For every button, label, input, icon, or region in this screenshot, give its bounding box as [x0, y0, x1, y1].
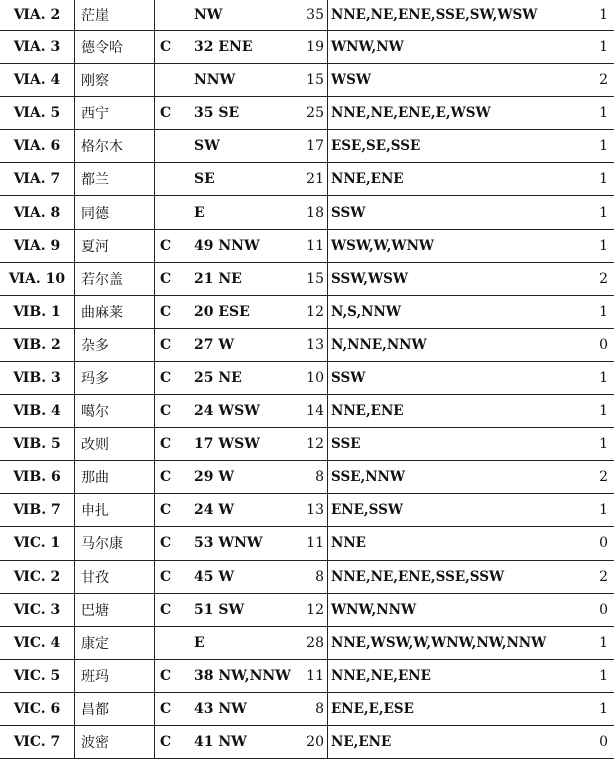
- secondary-directions: NNE,ENE: [328, 163, 582, 196]
- table-row: [0, 692, 614, 725]
- table-row: [0, 395, 614, 428]
- zone-code: ⅥC. 5: [0, 659, 75, 692]
- secondary-directions: SSW: [328, 361, 582, 394]
- calm-prefix: C: [160, 667, 172, 684]
- table-row: [0, 725, 614, 758]
- prevailing-direction: [155, 163, 291, 196]
- frequency-value: 15: [290, 262, 328, 295]
- count-value: 1: [581, 626, 614, 659]
- frequency-value: 21: [290, 163, 328, 196]
- prevailing-direction: [155, 262, 291, 295]
- calm-prefix: C: [160, 700, 172, 717]
- zone-code: ⅥA. 8: [0, 196, 75, 229]
- table-row: [0, 262, 614, 295]
- count-value: 1: [581, 494, 614, 527]
- secondary-directions: NE,ENE: [328, 725, 582, 758]
- prevailing-direction: [155, 725, 291, 758]
- prevailing-direction: [155, 328, 291, 361]
- table-row: [0, 196, 614, 229]
- station-name: 康定: [75, 626, 155, 659]
- secondary-directions: ENE,SSW: [328, 494, 582, 527]
- frequency-value: 17: [290, 130, 328, 163]
- calm-prefix: C: [160, 369, 172, 386]
- station-name: 杂多: [75, 328, 155, 361]
- count-value: 1: [581, 97, 614, 130]
- secondary-directions: SSE: [328, 428, 582, 461]
- frequency-value: 13: [290, 494, 328, 527]
- station-name: 茫崖: [75, 0, 155, 31]
- count-value: 1: [581, 295, 614, 328]
- station-name: 班玛: [75, 659, 155, 692]
- frequency-value: 25: [290, 97, 328, 130]
- count-value: 0: [581, 527, 614, 560]
- prevailing-direction: [155, 659, 291, 692]
- zone-code: ⅥC. 1: [0, 527, 75, 560]
- station-name: 同德: [75, 196, 155, 229]
- direction-value: 32 ENE: [194, 39, 253, 56]
- station-name: 西宁: [75, 97, 155, 130]
- station-name: 德令哈: [75, 31, 155, 64]
- prevailing-direction: [155, 560, 291, 593]
- frequency-value: 10: [290, 361, 328, 394]
- zone-code: ⅥB. 4: [0, 395, 75, 428]
- prevailing-direction: [155, 64, 291, 97]
- station-name: 马尔康: [75, 527, 155, 560]
- table-row: [0, 527, 614, 560]
- zone-code: ⅥB. 1: [0, 295, 75, 328]
- station-name: 波密: [75, 725, 155, 758]
- count-value: 0: [581, 593, 614, 626]
- table-row: [0, 659, 614, 692]
- calm-prefix: C: [160, 469, 172, 486]
- table-row: [0, 328, 614, 361]
- direction-value: 45 W: [194, 568, 235, 585]
- zone-code: ⅥC. 2: [0, 560, 75, 593]
- prevailing-direction: [155, 395, 291, 428]
- direction-value: E: [194, 204, 205, 221]
- frequency-value: 8: [290, 461, 328, 494]
- prevailing-direction: [155, 0, 291, 31]
- zone-code: ⅥA. 7: [0, 163, 75, 196]
- direction-value: 53 WNW: [194, 535, 263, 552]
- direction-value: 35 SE: [194, 105, 240, 122]
- station-name: 改则: [75, 428, 155, 461]
- frequency-value: 12: [290, 295, 328, 328]
- zone-code: ⅥB. 2: [0, 328, 75, 361]
- prevailing-direction: [155, 461, 291, 494]
- zone-code: ⅥB. 3: [0, 361, 75, 394]
- prevailing-direction: [155, 229, 291, 262]
- direction-value: 38 NW,NNW: [194, 667, 291, 684]
- table-row: [0, 97, 614, 130]
- frequency-value: 11: [290, 527, 328, 560]
- zone-code: ⅥA. 5: [0, 97, 75, 130]
- calm-prefix: C: [160, 270, 172, 287]
- count-value: 2: [581, 64, 614, 97]
- calm-prefix: C: [160, 436, 172, 453]
- direction-value: NNW: [194, 72, 236, 89]
- prevailing-direction: [155, 31, 291, 64]
- calm-prefix: C: [160, 403, 172, 420]
- direction-value: E: [194, 634, 205, 651]
- count-value: 1: [581, 196, 614, 229]
- table-row: [0, 229, 614, 262]
- direction-value: 43 NW: [194, 700, 247, 717]
- calm-prefix: C: [160, 502, 172, 519]
- calm-prefix: C: [160, 303, 172, 320]
- frequency-value: 18: [290, 196, 328, 229]
- table-row: [0, 0, 614, 31]
- direction-value: SE: [194, 171, 215, 188]
- prevailing-direction: [155, 626, 291, 659]
- table-row: [0, 560, 614, 593]
- secondary-directions: WSW: [328, 64, 582, 97]
- secondary-directions: ESE,SE,SSE: [328, 130, 582, 163]
- frequency-value: 28: [290, 626, 328, 659]
- table-row: [0, 428, 614, 461]
- station-name: 都兰: [75, 163, 155, 196]
- secondary-directions: WNW,NW: [328, 31, 582, 64]
- secondary-directions: NNE,NE,ENE,SSE,SW,WSW: [328, 0, 582, 31]
- zone-code: ⅥB. 7: [0, 494, 75, 527]
- secondary-directions: NNE,NE,ENE,E,WSW: [328, 97, 582, 130]
- station-name: 巴塘: [75, 593, 155, 626]
- zone-code: ⅥA. 3: [0, 31, 75, 64]
- frequency-value: 12: [290, 428, 328, 461]
- frequency-value: 8: [290, 692, 328, 725]
- count-value: 2: [581, 262, 614, 295]
- direction-value: SW: [194, 138, 220, 155]
- direction-value: 24 W: [194, 502, 235, 519]
- calm-prefix: C: [160, 535, 172, 552]
- table-row: [0, 593, 614, 626]
- count-value: 2: [581, 560, 614, 593]
- station-name: 曲麻莱: [75, 295, 155, 328]
- count-value: 1: [581, 361, 614, 394]
- table-row: [0, 361, 614, 394]
- prevailing-direction: [155, 97, 291, 130]
- secondary-directions: NNE,NE,ENE,SSE,SSW: [328, 560, 582, 593]
- frequency-value: 19: [290, 31, 328, 64]
- direction-value: 25 NE: [194, 369, 242, 386]
- station-name: 玛多: [75, 361, 155, 394]
- station-name: 那曲: [75, 461, 155, 494]
- zone-code: ⅥA. 4: [0, 64, 75, 97]
- direction-value: NW: [194, 7, 223, 23]
- direction-value: 51 SW: [194, 601, 245, 618]
- secondary-directions: NNE,NE,ENE: [328, 659, 582, 692]
- secondary-directions: NNE,WSW,W,WNW,NW,NNW: [328, 626, 582, 659]
- table-row: [0, 461, 614, 494]
- prevailing-direction: [155, 295, 291, 328]
- table-row: [0, 494, 614, 527]
- station-name: 申扎: [75, 494, 155, 527]
- prevailing-direction: [155, 494, 291, 527]
- count-value: 1: [581, 0, 614, 31]
- frequency-value: 20: [290, 725, 328, 758]
- count-value: 1: [581, 229, 614, 262]
- count-value: 0: [581, 725, 614, 758]
- table-row: [0, 295, 614, 328]
- secondary-directions: NNE,ENE: [328, 395, 582, 428]
- zone-code: ⅥC. 4: [0, 626, 75, 659]
- station-name: 甘孜: [75, 560, 155, 593]
- prevailing-direction: [155, 196, 291, 229]
- station-name: 昌都: [75, 692, 155, 725]
- zone-code: ⅥA. 10: [0, 262, 75, 295]
- station-name: 刚察: [75, 64, 155, 97]
- count-value: 1: [581, 130, 614, 163]
- zone-code: ⅥA. 2: [0, 0, 75, 31]
- count-value: 1: [581, 163, 614, 196]
- direction-value: 24 WSW: [194, 403, 260, 420]
- frequency-value: 8: [290, 560, 328, 593]
- table-row: [0, 626, 614, 659]
- frequency-value: 11: [290, 229, 328, 262]
- frequency-value: 15: [290, 64, 328, 97]
- prevailing-direction: [155, 692, 291, 725]
- calm-prefix: C: [160, 336, 172, 353]
- station-name: 夏河: [75, 229, 155, 262]
- count-value: 1: [581, 395, 614, 428]
- frequency-value: 35: [290, 0, 328, 31]
- zone-code: ⅥB. 6: [0, 461, 75, 494]
- station-name: 若尔盖: [75, 262, 155, 295]
- frequency-value: 11: [290, 659, 328, 692]
- table-row: [0, 64, 614, 97]
- prevailing-direction: [155, 593, 291, 626]
- station-name: 格尔木: [75, 130, 155, 163]
- zone-code: ⅥB. 5: [0, 428, 75, 461]
- table-row: [0, 163, 614, 196]
- secondary-directions: SSW,WSW: [328, 262, 582, 295]
- secondary-directions: N,S,NNW: [328, 295, 582, 328]
- zone-code: ⅥA. 9: [0, 229, 75, 262]
- secondary-directions: WNW,NNW: [328, 593, 582, 626]
- secondary-directions: WSW,W,WNW: [328, 229, 582, 262]
- frequency-value: 14: [290, 395, 328, 428]
- direction-value: 27 W: [194, 336, 235, 353]
- direction-value: 21 NE: [194, 270, 242, 287]
- calm-prefix: C: [160, 105, 172, 122]
- table-row: [0, 130, 614, 163]
- calm-prefix: C: [160, 568, 172, 585]
- secondary-directions: NNE: [328, 527, 582, 560]
- count-value: 0: [581, 328, 614, 361]
- zone-code: ⅥC. 6: [0, 692, 75, 725]
- prevailing-direction: [155, 527, 291, 560]
- direction-value: 20 ESE: [194, 303, 250, 320]
- calm-prefix: C: [160, 39, 172, 56]
- frequency-value: 12: [290, 593, 328, 626]
- zone-code: ⅥA. 6: [0, 130, 75, 163]
- count-value: 2: [581, 461, 614, 494]
- calm-prefix: C: [160, 601, 172, 618]
- count-value: 1: [581, 659, 614, 692]
- direction-value: 41 NW: [194, 734, 247, 751]
- prevailing-direction: [155, 361, 291, 394]
- zone-code: ⅥC. 3: [0, 593, 75, 626]
- secondary-directions: N,NNE,NNW: [328, 328, 582, 361]
- secondary-directions: ENE,E,ESE: [328, 692, 582, 725]
- count-value: 1: [581, 31, 614, 64]
- count-value: 1: [581, 692, 614, 725]
- secondary-directions: SSW: [328, 196, 582, 229]
- direction-value: 17 WSW: [194, 436, 260, 453]
- station-name: 噶尔: [75, 395, 155, 428]
- direction-value: 29 W: [194, 469, 235, 486]
- prevailing-direction: [155, 428, 291, 461]
- calm-prefix: C: [160, 734, 172, 751]
- table-row: [0, 31, 614, 64]
- zone-code: ⅥC. 7: [0, 725, 75, 758]
- direction-value: 49 NNW: [194, 237, 260, 254]
- calm-prefix: C: [160, 237, 172, 254]
- secondary-directions: SSE,NNW: [328, 461, 582, 494]
- frequency-value: 13: [290, 328, 328, 361]
- prevailing-direction: [155, 130, 291, 163]
- count-value: 1: [581, 428, 614, 461]
